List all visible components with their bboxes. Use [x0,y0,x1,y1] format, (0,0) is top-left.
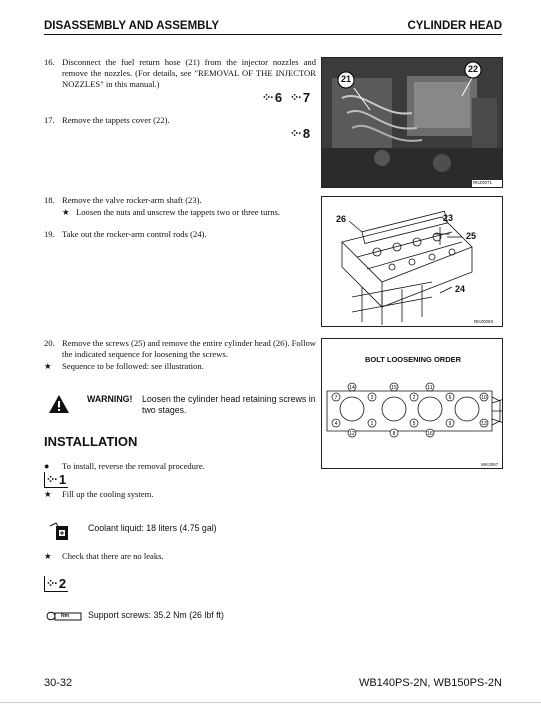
ref-8[interactable]: ⁘· 8 [290,126,311,141]
photo-code: RKZ0071 [473,180,493,185]
bolt-order-number: 3 [370,395,374,401]
disassembly-ref-icon: ⁘· [290,128,301,140]
bolt-order-number: 14 [349,385,355,391]
bolt-order-number: 10 [481,395,487,401]
step-17 [44,115,316,127]
bolt-order-number: 9 [448,421,452,427]
bolt-order-code: WK2067 [481,462,499,467]
star-icon: ★ [62,207,70,217]
star-icon: ★ [44,361,52,371]
step-text: Remove the tappets cover (22). [62,115,170,125]
bolt-order-number: 13 [481,421,487,427]
step-16 [44,57,316,91]
step-text: Remove the screws (25) and remove the entire cylinder head (26). Follow the indicated sequence for loosening the screws. [62,338,316,359]
footer-divider [0,702,541,703]
step-20 [44,338,316,362]
assembly-ref-icon: ⁘· [46,578,57,590]
step-number: 18. [44,195,55,205]
bolt-order-number: 11 [427,385,433,391]
warning-text: Loosen the cylinder head retaining screws in two stages. [142,394,316,415]
coolant-spec: Coolant liquid: 18 liters (4.75 gal) [88,523,217,533]
torque-unit: Nm [61,613,70,619]
step-text: Remove the valve rocker-arm shaft (23). [62,195,202,205]
fig-label-25: 25 [466,231,477,241]
bolt-order-number: 6 [448,395,452,401]
warning-icon [48,394,70,414]
bullet-cooling: ★ Fill up the cooling system. [44,489,154,499]
bullet-leaks: ★ Check that there are no leaks. [44,551,164,561]
installation-title: INSTALLATION [44,434,138,449]
bolt-order-number: 1 [370,421,374,427]
coolant-icon [48,520,72,542]
page-header [44,18,502,34]
bolt-order-number: 4 [334,421,338,427]
bolt-order-figure [321,338,503,469]
step-19 [44,229,316,241]
step-number: 19. [44,229,55,239]
step-18 [44,195,316,207]
dot-bullet-icon: ● [44,461,50,471]
disassembly-ref-icon: ⁘· [290,92,301,104]
cylinder-head-figure [321,196,503,327]
bolt-order-number: 7 [334,395,338,401]
ref-7[interactable]: ⁘· 7 [290,90,311,105]
bolt-order-number: 16 [427,431,433,437]
ref-6[interactable]: ⁘· 6 [262,90,283,105]
bolt-order-number: 15 [391,385,397,391]
step-number: 17. [44,115,55,125]
ref-2[interactable]: ⁘· 2 [46,576,67,591]
screws-spec: Support screws: 35.2 Nm (26 lbf ft) [88,610,224,620]
engine-photo [321,57,503,188]
fig-label-26: 26 [336,214,347,224]
page-number: 30-32 [44,677,73,689]
torque-wrench-icon [46,609,82,623]
warning-label: WARNING! [87,394,133,404]
header-section-title: DISASSEMBLY AND ASSEMBLY [44,20,220,32]
bolt-order-number: 8 [392,431,396,437]
model-name: WB140PS-2N, WB150PS-2N [358,677,502,689]
fig-label-24: 24 [455,284,466,294]
step-text: Disconnect the fuel return hose (21) from the injector nozzles and remove the nozzles. (For details, see "REMOVAL OF THE INJECTOR NOZZLES" in this manual.) [62,57,316,89]
bullet-reverse: ● To install, reverse the removal procedure. [44,461,205,471]
bolt-order-title: BOLT LOOSENING ORDER [364,355,462,364]
bullet-loosen: ★ Loosen the nuts and unscrew the tappets two or three turns. [62,207,281,217]
step-number: 20. [44,338,55,348]
bolt-order-number: 12 [349,431,355,437]
assembly-ref-icon: ⁘· [46,474,57,486]
fig-label-23: 23 [443,213,454,223]
header-chapter-title: CYLINDER HEAD [407,20,502,32]
header-divider [44,34,502,35]
photo-label-22: 22 [467,64,478,74]
photo-label-21: 21 [340,74,351,84]
step-number: 16. [44,57,55,67]
bolt-order-number: 2 [412,395,416,401]
fig-head-code: RKZ0083 [474,319,494,324]
star-icon: ★ [44,489,52,499]
disassembly-ref-icon: ⁘· [262,92,273,104]
star-icon: ★ [44,551,52,561]
step-text: Take out the rocker-arm control rods (24). [62,229,207,239]
cylinder-head-drawing [322,197,503,327]
bolt-order-number: 5 [412,421,416,427]
ref-1[interactable]: ⁘· 1 [46,472,67,487]
bullet-sequence: ★ Sequence to be followed: see illustration. [44,361,204,371]
